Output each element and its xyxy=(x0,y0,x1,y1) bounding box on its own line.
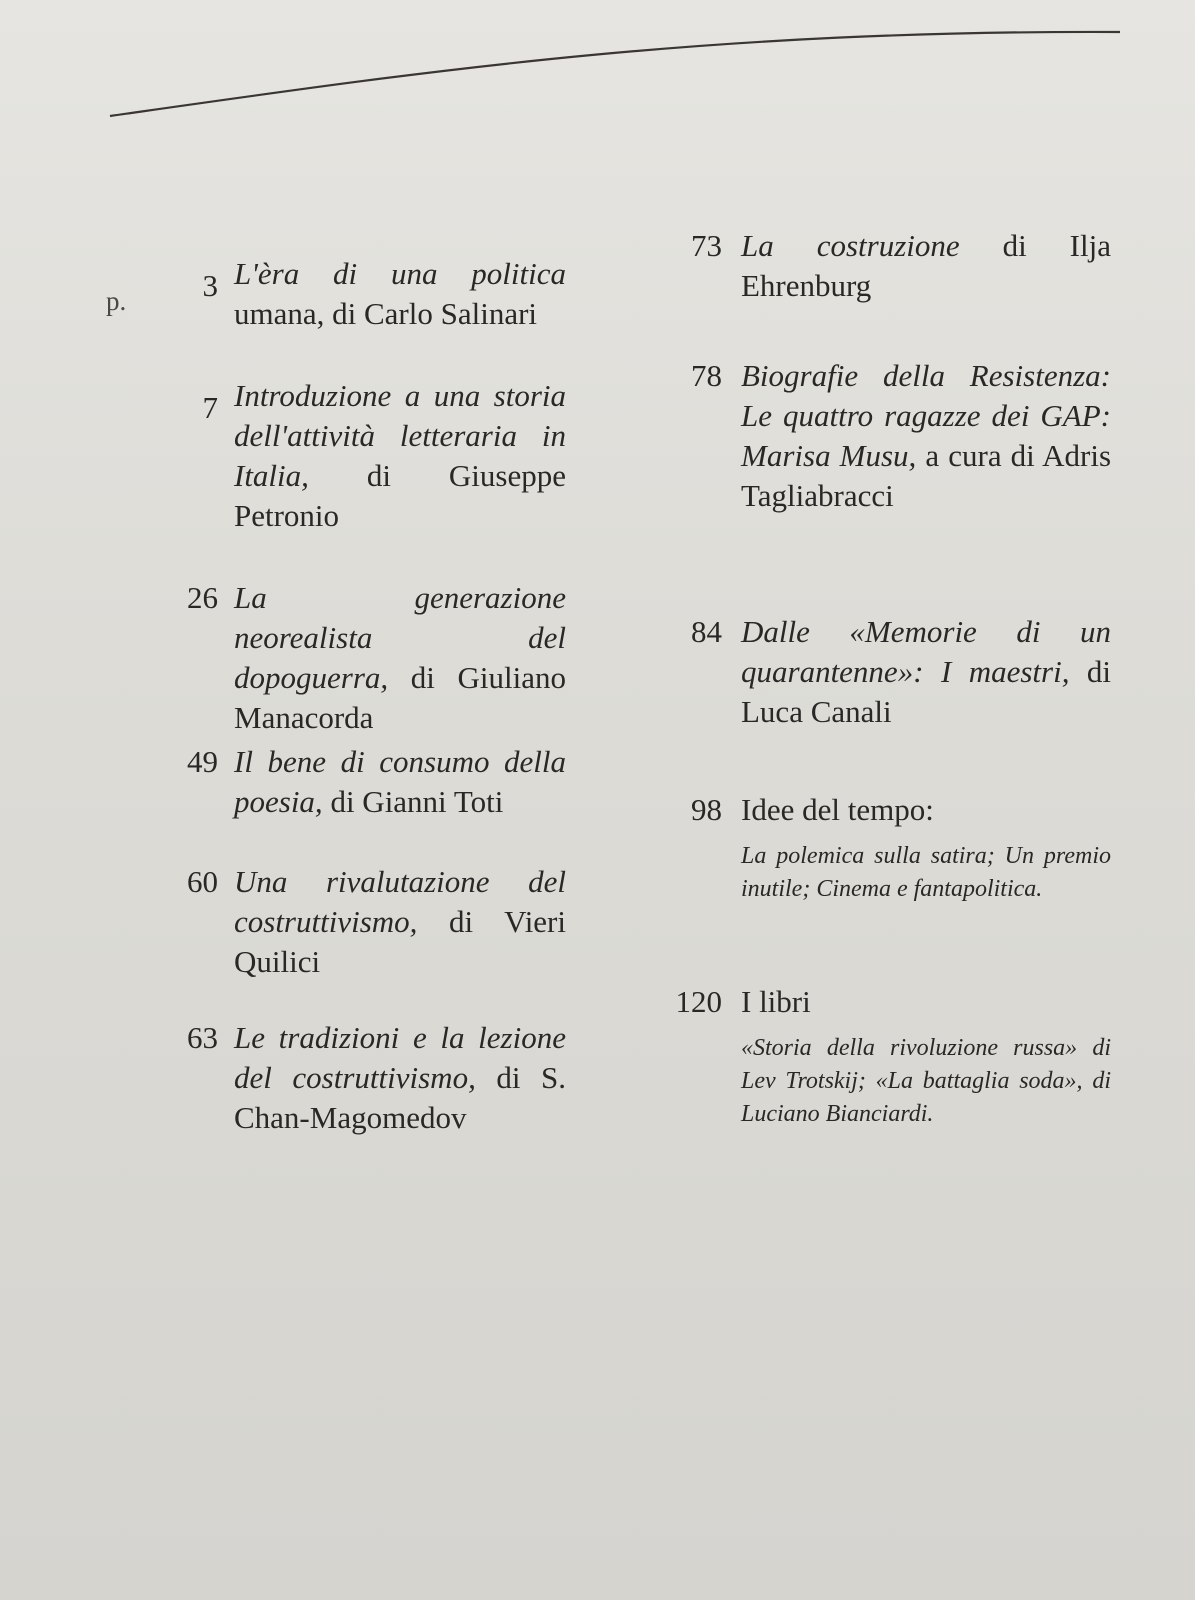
page-number: 26 xyxy=(187,580,218,615)
entry-title: Dalle «Memorie di un quarantenne»: I maestri, xyxy=(741,614,1111,689)
entry-text xyxy=(234,742,566,822)
entry-text xyxy=(741,612,1111,732)
entry-subtopics: «Storia della rivoluzione russa» di Lev Trotskij; «La battaglia soda», di Luciano Bianciardi. xyxy=(741,1035,1111,1127)
page-number: 98 xyxy=(691,792,722,827)
entry-title: Biografie della Resistenza: Le quattro ragazze dei GAP: Marisa Musu, xyxy=(741,358,1111,473)
entry-title: Introduzione a una storia dell'attività letteraria in Italia, xyxy=(234,378,566,493)
entry-title: L'èra di una politica xyxy=(234,256,566,291)
entry-author: di S. Chan-Magomedov xyxy=(234,1060,566,1135)
entry-author: a cura di Adris Tagliabracci xyxy=(741,438,1112,513)
entry-text xyxy=(234,376,566,536)
decorative-top-rule xyxy=(0,0,1195,140)
page-number: 60 xyxy=(187,864,218,899)
entry-author: di Giuliano Manacorda xyxy=(234,660,566,735)
entry-text xyxy=(741,356,1111,516)
entry-title: La generazione neorealista del dopoguerra, xyxy=(234,580,566,695)
entry-title: Una rivalutazione del costruttivismo, xyxy=(234,864,566,939)
entry-heading: Idee del tempo: xyxy=(741,792,934,827)
page-number: 49 xyxy=(187,744,218,779)
page-number: 3 xyxy=(202,268,218,303)
entry-text xyxy=(234,862,566,982)
entry-text xyxy=(741,226,1111,306)
entry-text xyxy=(234,254,566,334)
entry-title: Le tradizioni e la lezione del costruttivismo, xyxy=(234,1020,566,1095)
page-number: 120 xyxy=(675,984,722,1019)
page-number: 84 xyxy=(691,614,722,649)
page-prefix: p. xyxy=(106,286,127,316)
entry-heading: I libri xyxy=(741,984,811,1019)
entry-author: di Luca Canali xyxy=(741,654,1112,729)
page-number: 7 xyxy=(202,390,218,425)
entry-title: Il bene di consumo della poesia, xyxy=(234,744,566,819)
page-number: 78 xyxy=(691,358,722,393)
entry-text xyxy=(234,1018,566,1138)
entry-text xyxy=(234,578,566,738)
page-number: 63 xyxy=(187,1020,218,1055)
entry-author: di Gianni Toti xyxy=(330,784,504,819)
entry-author: di Giuseppe Petronio xyxy=(234,458,566,533)
entry-author: di Ilja Ehrenburg xyxy=(741,228,1111,303)
page-number: 73 xyxy=(691,228,722,263)
entry-subtopics: La polemica sulla satira; Un premio inutile; Cinema e fantapolitica. xyxy=(741,843,1111,902)
entry-title: La costruzione xyxy=(741,228,960,263)
entry-author: umana, di Carlo Salinari xyxy=(234,296,538,331)
entry-author: di Vieri Quilici xyxy=(234,904,566,979)
